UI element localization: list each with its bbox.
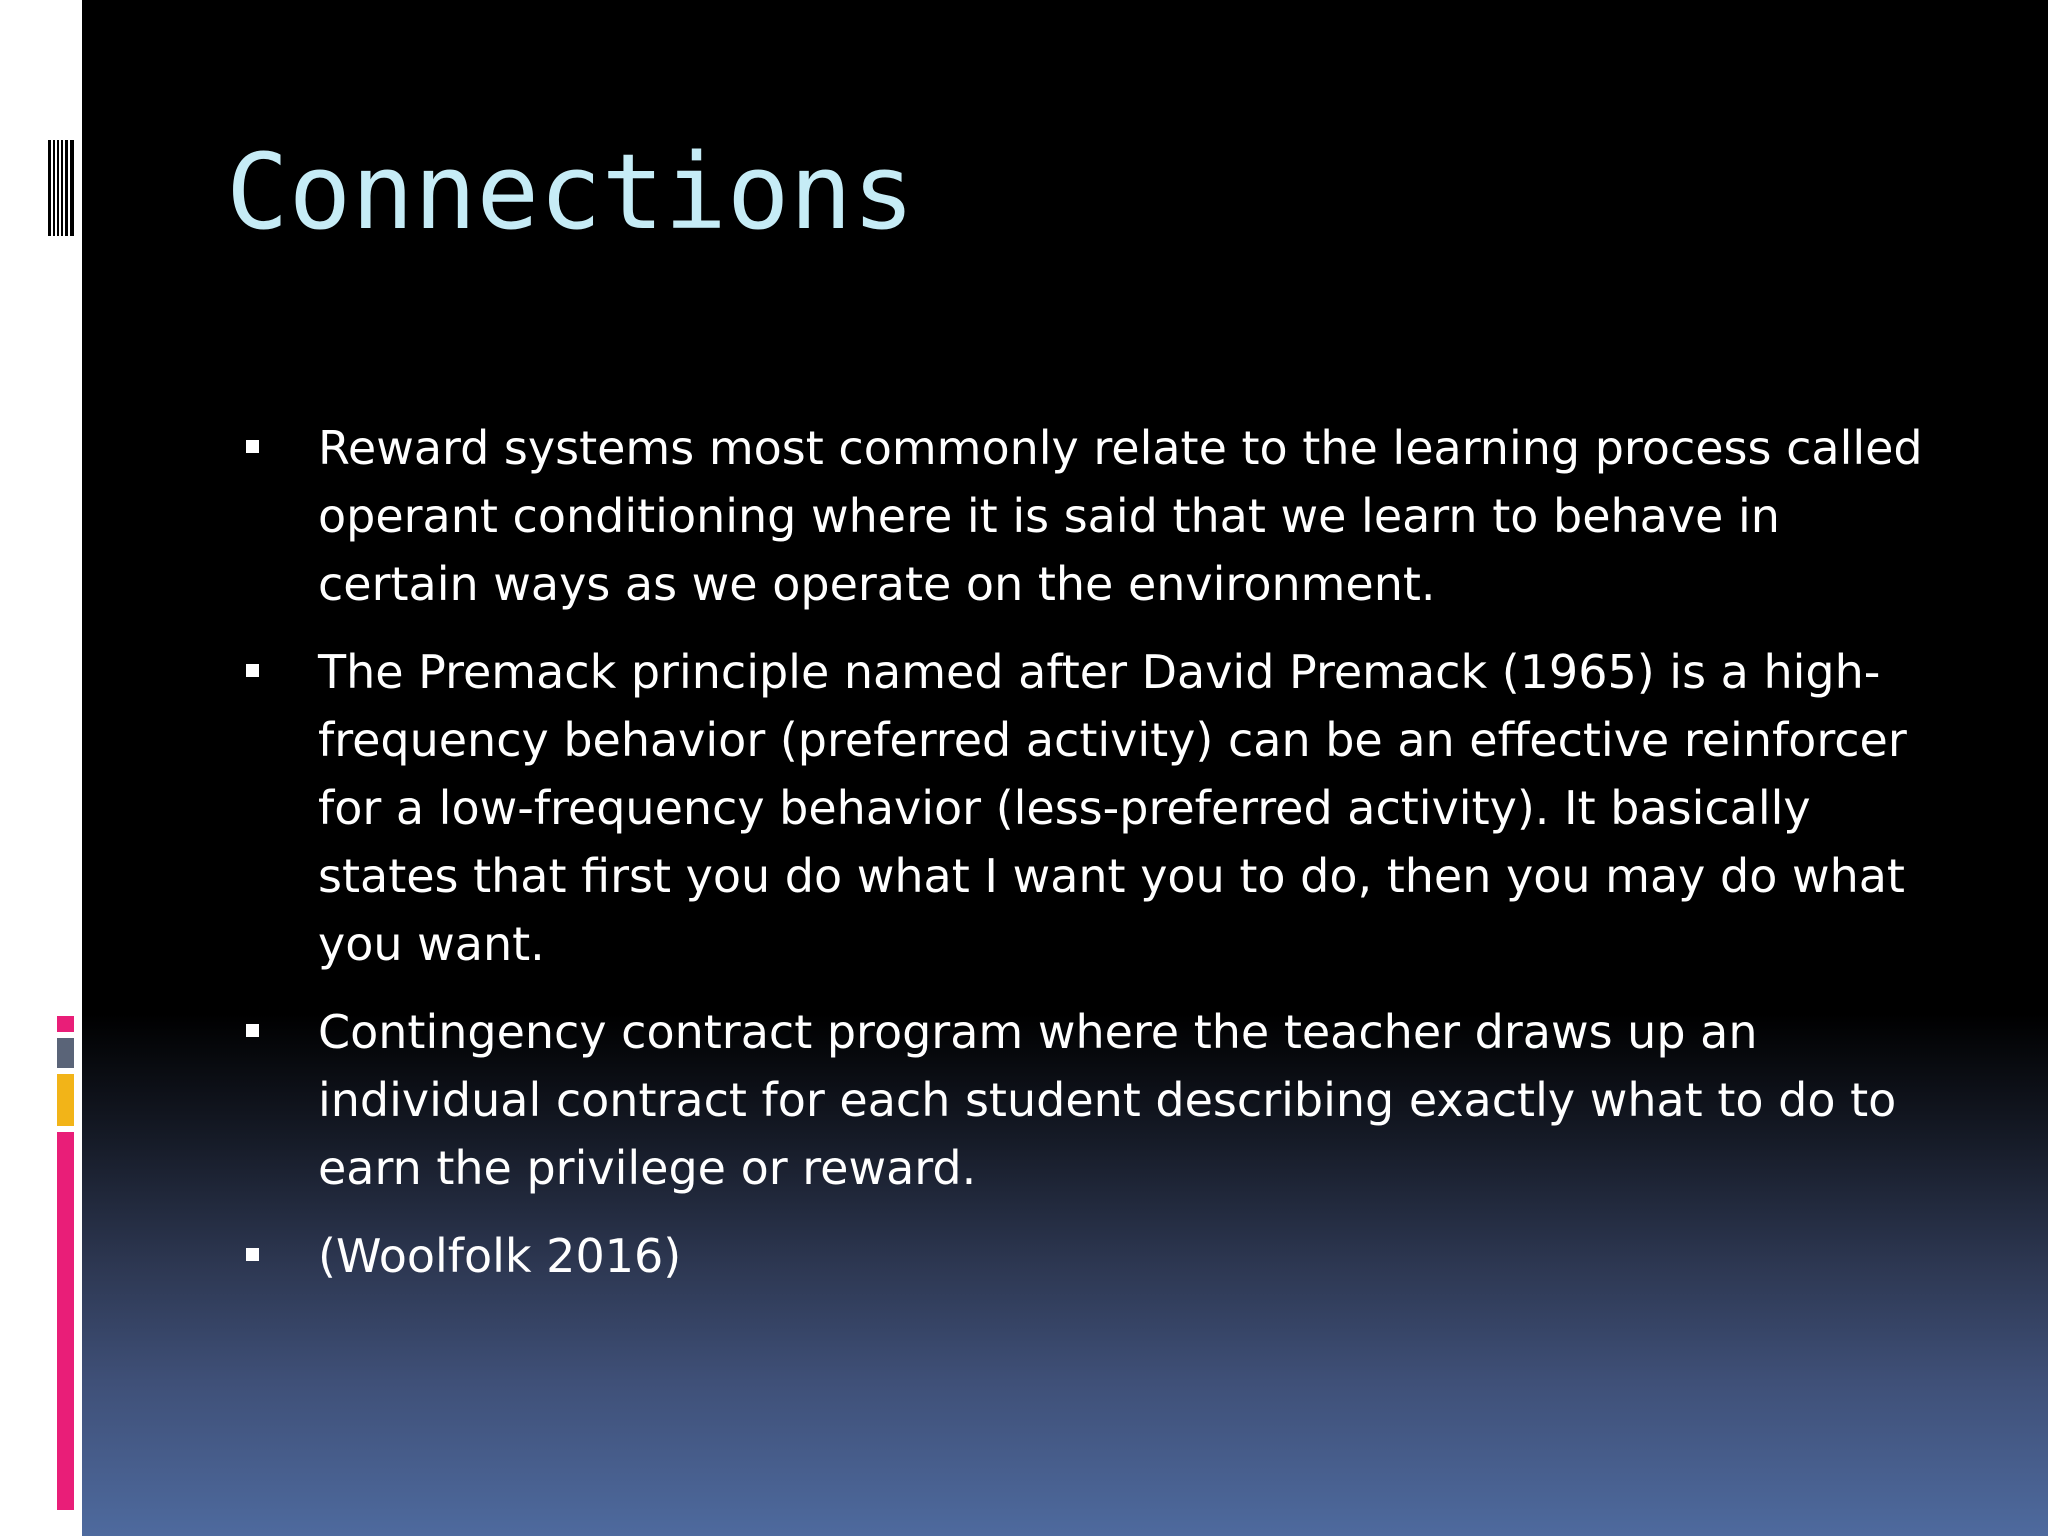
- bullet-item: [242, 998, 1942, 1202]
- square-bullet-icon: [246, 1024, 259, 1037]
- bullet-text: (Woolfolk 2016): [318, 1229, 682, 1283]
- accent-bar-pink: [57, 1132, 74, 1510]
- bullet-item: [242, 1222, 1942, 1290]
- bullet-item: [242, 638, 1942, 978]
- bullet-text: Contingency contract program where the teacher draws up an individual contract for each student describing exactly what to do to earn the privilege or reward.: [318, 1005, 1897, 1195]
- slide-title: Connections: [226, 131, 915, 253]
- bullet-list: [242, 414, 1942, 1310]
- square-bullet-icon: [246, 1248, 259, 1261]
- bullet-text: The Premack principle named after David Premack (1965) is a high-frequency behavior (preferred activity) can be an effective reinforcer for a low-frequency behavior (less-preferred activity). It basically states that first you do what I want you to do, then you may do what you want.: [318, 645, 1907, 971]
- title-stripes-decoration: [48, 140, 82, 236]
- accent-bar-gray: [57, 1038, 74, 1068]
- accent-bar-pink-top: [57, 1016, 74, 1032]
- bullet-item: [242, 414, 1942, 618]
- square-bullet-icon: [246, 440, 259, 453]
- square-bullet-icon: [246, 664, 259, 677]
- accent-bar-gold: [57, 1074, 74, 1126]
- bullet-text: Reward systems most commonly relate to the learning process called operant conditioning where it is said that we learn to behave in certain ways as we operate on the environment.: [318, 421, 1923, 611]
